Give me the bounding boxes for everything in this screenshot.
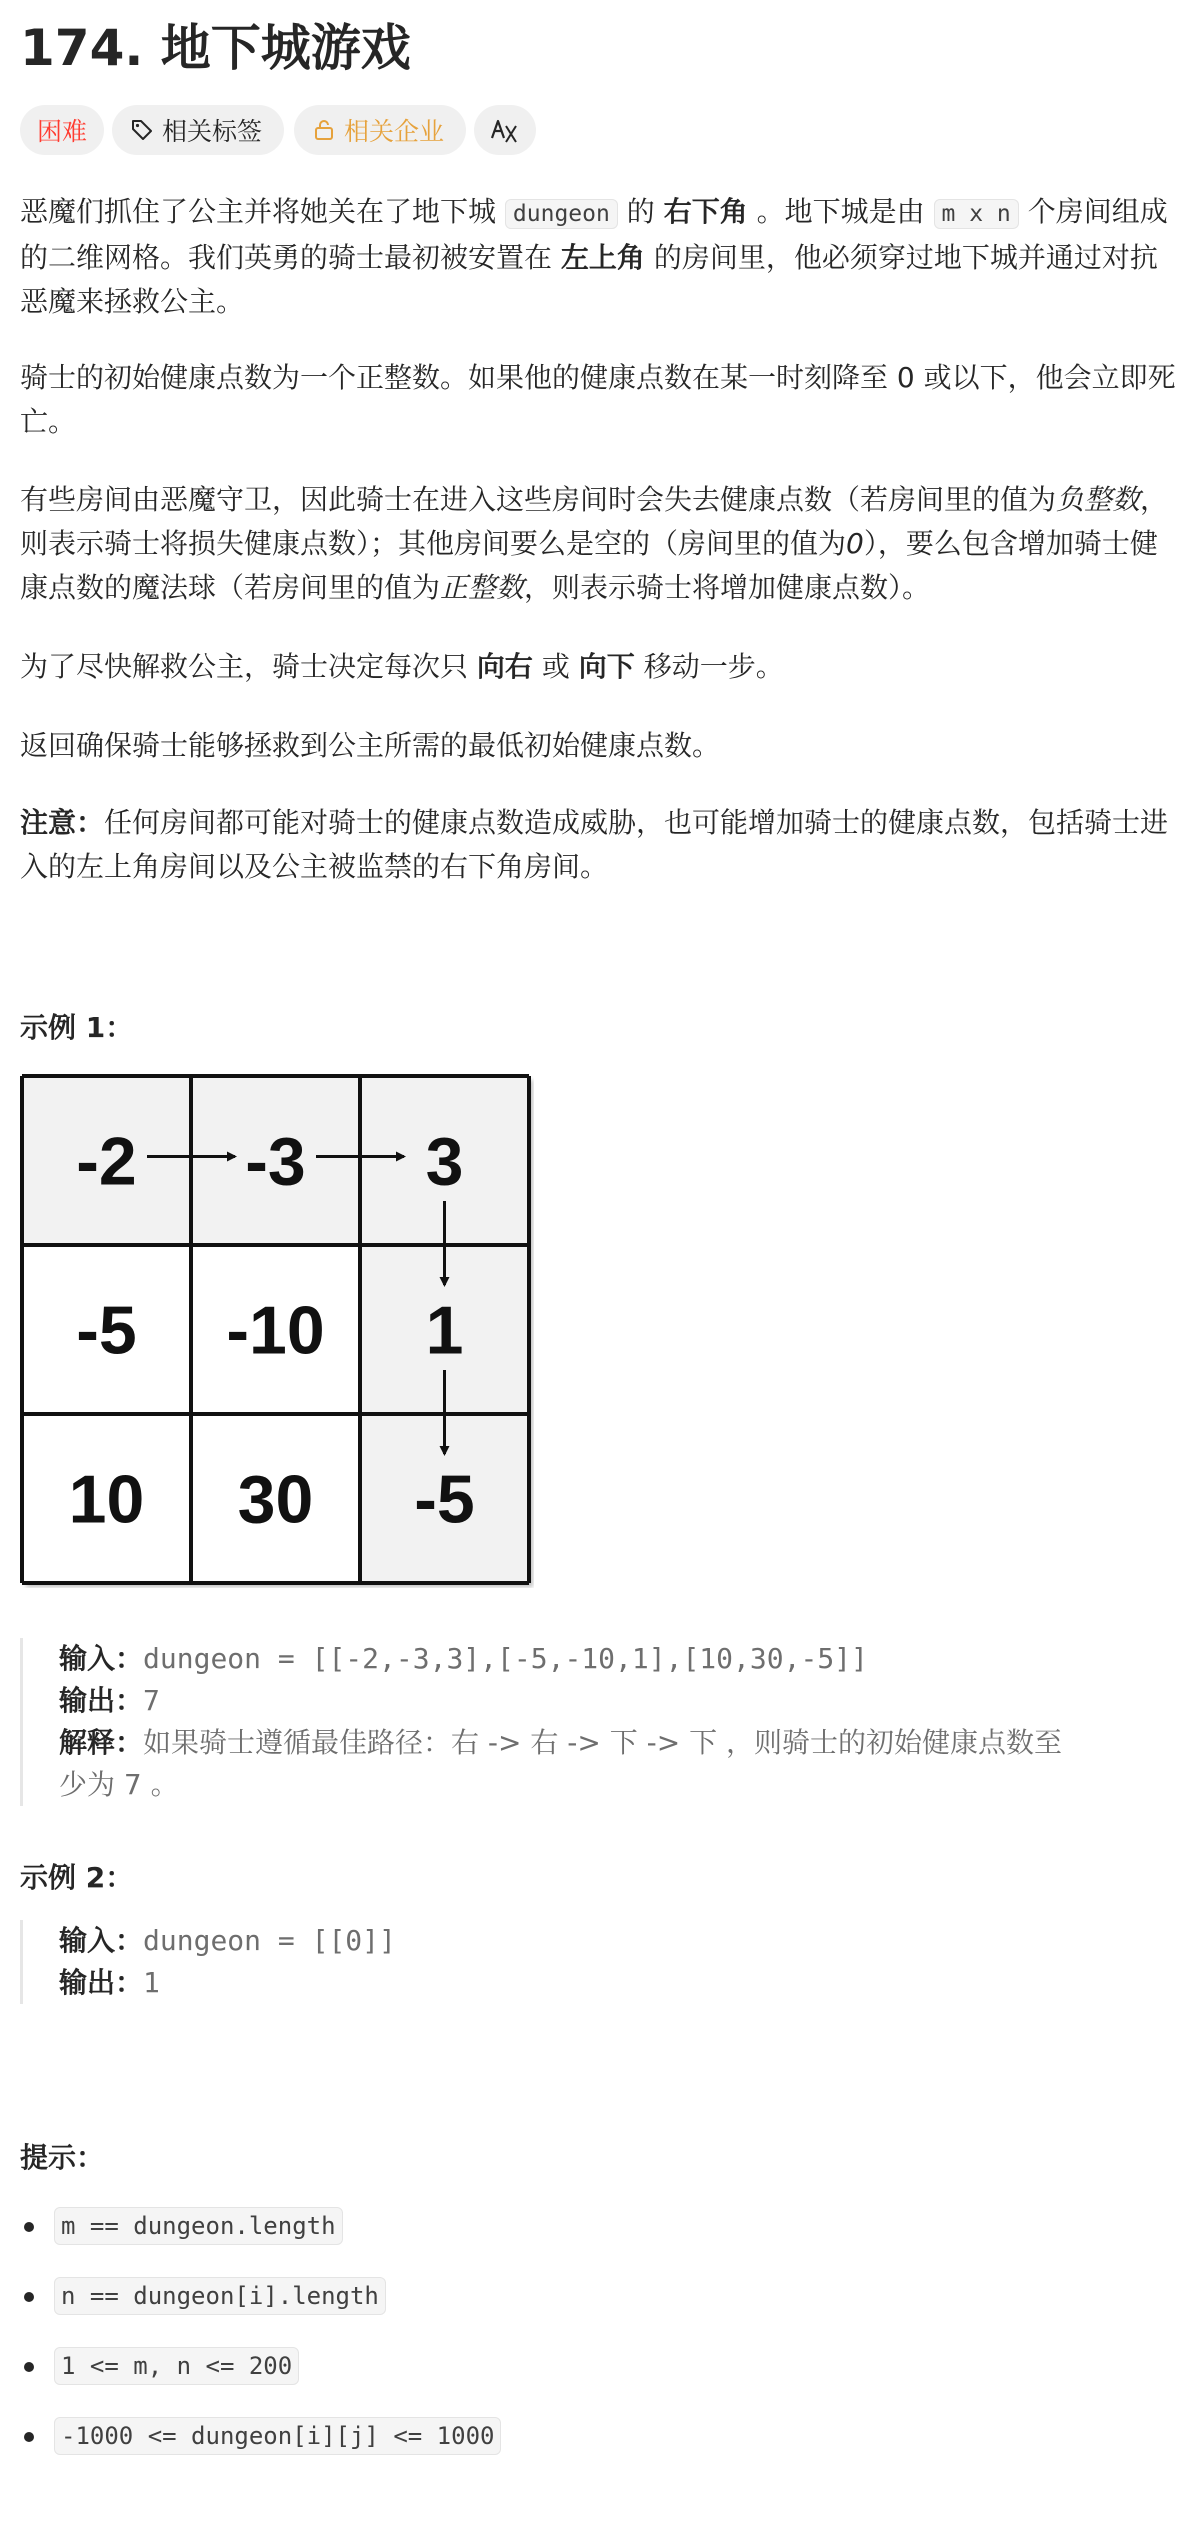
description-paragraph-4: 为了尽快解救公主，骑士决定每次只 向右 或 向下 移动一步。: [20, 650, 784, 683]
example-1-output: 输出：7: [59, 1684, 160, 1717]
tag-icon: [130, 118, 154, 142]
grid-cell-value: -5: [414, 1461, 475, 1538]
companies-tag-label: 相关企业: [344, 117, 445, 146]
hint-bullet: [24, 2362, 34, 2372]
hint-item: 1 <= m, n <= 200: [54, 2347, 299, 2385]
description-paragraph-3: 有些房间由恶魔守卫，因此骑士在进入这些房间时会失去健康点数（若房间里的值为负整数，则表示骑士将损失健康点数）；其他房间要么是空的（房间里的值为0），要么包含增加骑士健康点数的魔法球（若房间里的值为正整数，则表示骑士将增加健康点数）。: [20, 483, 1169, 604]
bold-top-left: 左上角: [560, 241, 645, 274]
grid-cell-value: -5: [76, 1292, 137, 1369]
grid-cell-value: 30: [237, 1461, 314, 1538]
hint-bullet: [24, 2432, 34, 2442]
dungeon-grid-diagram: [20, 1074, 534, 1588]
description-paragraph-1: 恶魔们抓住了公主并将她关在了地下城 dungeon 的 右下角 。地下城是由 m x n 个房间组成的二维网格。我们英勇的骑士最初被安置在 左上角 的房间里，他必须穿过地下城并通过对抗恶魔来拯救公主。: [20, 195, 1168, 318]
example-2-input: 输入：dungeon = [[0]]: [59, 1924, 396, 1957]
lock-icon: [312, 118, 336, 142]
example-1-explanation: 解释：如果骑士遵循最佳路径：右 -> 右 -> 下 -> 下 ，则骑士的初始健康点数至: [59, 1726, 1063, 1759]
example-2-output: 输出：1: [59, 1966, 160, 1999]
inline-code-m-x-n: m x n: [934, 199, 1019, 229]
hint-bullet: [24, 2292, 34, 2302]
hint-item: -1000 <= dungeon[i][j] <= 1000: [54, 2417, 501, 2455]
translate-button[interactable]: [474, 105, 536, 155]
problem-title: 174. 地下城游戏: [20, 19, 411, 77]
companies-tag-button[interactable]: [294, 105, 466, 155]
description-paragraph-5: 返回确保骑士能够拯救到公主所需的最低初始健康点数。: [20, 729, 721, 762]
grid-cell-value: -3: [245, 1123, 306, 1200]
hint-item: m == dungeon.length: [54, 2207, 343, 2245]
grid-cell-value: -10: [226, 1292, 325, 1369]
grid-cell-value: 1: [425, 1292, 464, 1369]
inline-code-dungeon: dungeon: [505, 199, 618, 229]
example-1-input: 输入：dungeon = [[-2,-3,3],[-5,-10,1],[10,30,-5]]: [59, 1642, 868, 1675]
grid-cell-value: 10: [68, 1461, 145, 1538]
note-label: 注意：: [20, 806, 105, 839]
hint-bullet: [24, 2222, 34, 2232]
hint-item: n == dungeon[i].length: [54, 2277, 386, 2315]
hints-heading: 提示：: [20, 2141, 105, 2174]
example-2-heading: 示例 2：: [20, 1861, 134, 1894]
difficulty-badge: 困难: [20, 105, 104, 155]
translate-icon: [490, 116, 520, 144]
note-paragraph: 注意：任何房间都可能对骑士的健康点数造成威胁，也可能增加骑士的健康点数，包括骑士进入的左上角房间以及公主被监禁的右下角房间。: [20, 806, 1169, 883]
example-1-explanation-cont: 少为 7 。: [59, 1768, 179, 1801]
grid-cell-value: -2: [76, 1123, 137, 1200]
description-paragraph-2: 骑士的初始健康点数为一个正整数。如果他的健康点数在某一时刻降至 0 或以下，他会立即死亡。: [20, 361, 1176, 438]
example-1-heading: 示例 1：: [20, 1011, 134, 1044]
topics-tag-label: 相关标签: [162, 117, 263, 146]
topics-tag-button[interactable]: [112, 105, 284, 155]
example-2-block: [20, 1920, 1190, 2004]
grid-cell-value: 3: [425, 1123, 464, 1200]
bold-bottom-right: 右下角: [663, 195, 748, 228]
example-1-block: [20, 1638, 1190, 1806]
